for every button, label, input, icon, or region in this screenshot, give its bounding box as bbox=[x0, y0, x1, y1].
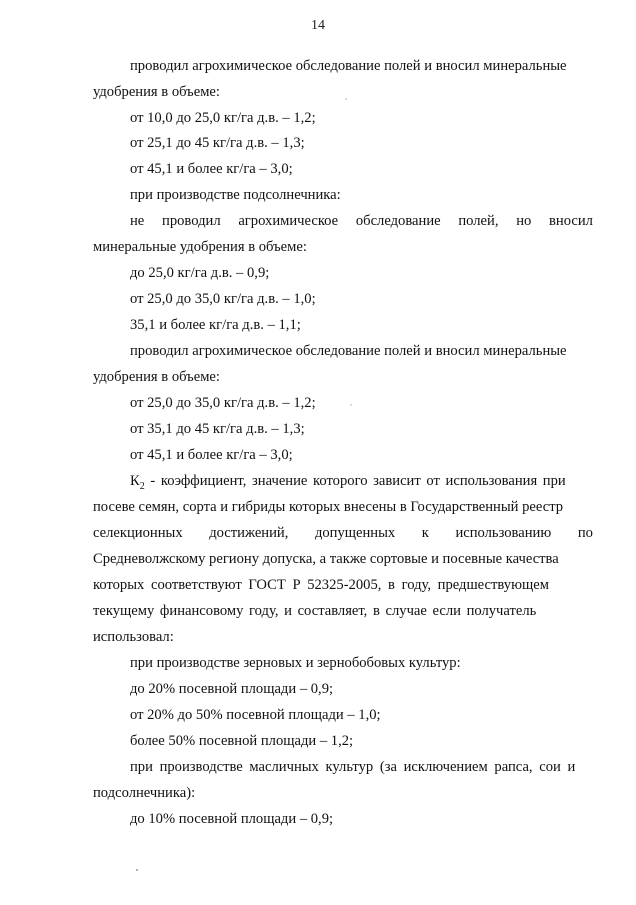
list-item: от 10,0 до 25,0 кг/га д.в. – 1,2; bbox=[130, 110, 316, 126]
page-number: 14 bbox=[311, 18, 325, 33]
section-heading: при производстве зерновых и зернобобовых культур: bbox=[130, 655, 461, 671]
list-item: от 45,1 и более кг/га – 3,0; bbox=[130, 447, 293, 463]
paragraph-line: подсолнечника): bbox=[93, 785, 196, 801]
paragraph-line: минеральные удобрения в объеме: bbox=[93, 239, 307, 255]
coefficient-text: - коэффициент, значение которого зависит от использования при bbox=[144, 473, 566, 489]
list-item: от 45,1 и более кг/га – 3,0; bbox=[130, 161, 293, 177]
list-item: до 20% посевной площади – 0,9; bbox=[130, 681, 334, 697]
word: достижений, bbox=[209, 525, 289, 541]
word: допущенных bbox=[314, 525, 396, 541]
list-item: 35,1 и более кг/га д.в. – 1,1; bbox=[130, 317, 301, 333]
paragraph-line: проводил агрохимическое обследование полей и вносил минеральные bbox=[130, 58, 567, 74]
paragraph-line: которых соответствуют ГОСТ Р 52325-2005, в году, предшествующем bbox=[93, 577, 549, 593]
scan-artifact bbox=[136, 869, 138, 871]
list-item: до 10% посевной площади – 0,9; bbox=[130, 811, 334, 827]
word: обследование bbox=[355, 213, 441, 229]
word: использованию bbox=[455, 525, 552, 541]
coefficient-definition-line bbox=[130, 472, 566, 496]
word: селекционных bbox=[93, 525, 183, 541]
coefficient-symbol: К bbox=[130, 473, 140, 489]
list-item: от 25,1 до 45 кг/га д.в. – 1,3; bbox=[130, 135, 305, 151]
list-item: до 25,0 кг/га д.в. – 0,9; bbox=[130, 265, 270, 281]
section-heading: при производстве масличных культур (за исключением рапса, сои и bbox=[130, 759, 576, 775]
word: проводил bbox=[162, 213, 221, 229]
word: вносил bbox=[549, 213, 593, 229]
list-item: от 20% до 50% посевной площади – 1,0; bbox=[130, 707, 381, 723]
list-item: от 25,0 до 35,0 кг/га д.в. – 1,0; bbox=[130, 291, 316, 307]
word: к bbox=[421, 525, 429, 541]
paragraph-line: текущему финансовому году, и составляет, в случае если получатель bbox=[93, 603, 537, 619]
paragraph-line: удобрения в объеме: bbox=[93, 84, 220, 100]
word: не bbox=[130, 213, 145, 229]
word: но bbox=[516, 213, 532, 229]
paragraph-line: проводил агрохимическое обследование полей и вносил минеральные bbox=[130, 343, 567, 359]
coefficient-subscript: 2 bbox=[139, 480, 145, 492]
word: по bbox=[577, 525, 593, 541]
word: полей, bbox=[458, 213, 499, 229]
scan-artifact bbox=[350, 404, 352, 406]
section-heading: при производстве подсолнечника: bbox=[130, 187, 341, 203]
list-item: более 50% посевной площади – 1,2; bbox=[130, 733, 354, 749]
paragraph-line-justified bbox=[130, 212, 593, 230]
list-item: от 35,1 до 45 кг/га д.в. – 1,3; bbox=[130, 421, 305, 437]
list-item: от 25,0 до 35,0 кг/га д.в. – 1,2; bbox=[130, 395, 316, 411]
paragraph-line: удобрения в объеме: bbox=[93, 369, 220, 385]
paragraph-line: Средневолжскому региону допуска, а также сортовые и посевные качества bbox=[93, 551, 559, 567]
paragraph-line: посеве семян, сорта и гибриды которых внесены в Государственный реестр bbox=[93, 499, 564, 515]
word: агрохимическое bbox=[238, 213, 339, 229]
scan-artifact bbox=[345, 98, 347, 100]
paragraph-line-justified bbox=[93, 524, 593, 542]
paragraph-line: использовал: bbox=[93, 629, 174, 645]
